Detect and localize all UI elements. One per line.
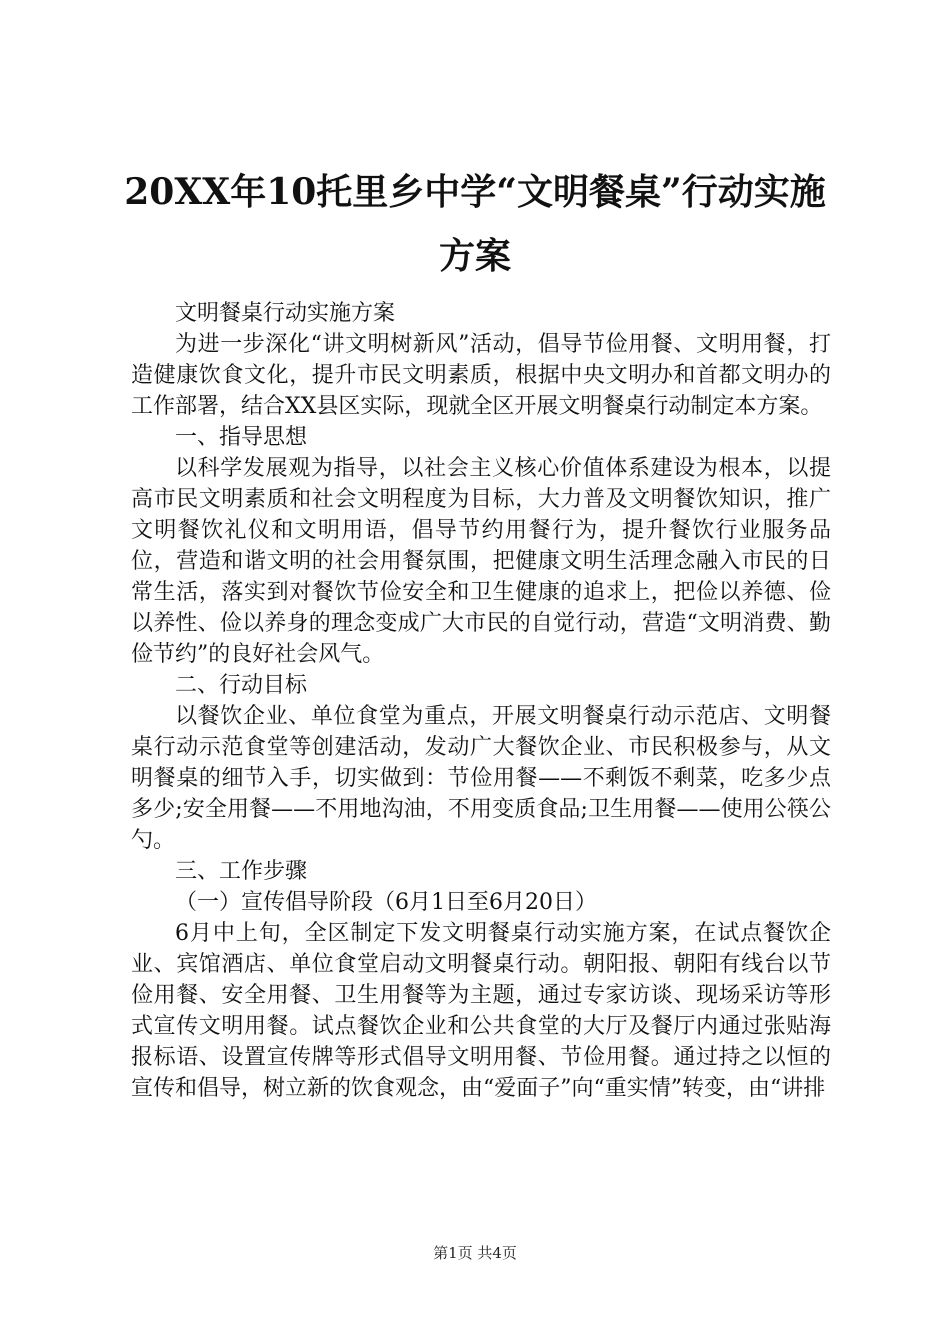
paragraph-goals: 以餐饮企业、单位食堂为重点，开展文明餐桌行动示范店、文明餐桌行动示范食堂等创建活动，发动广大餐饮企业、市民积极参与，从文明餐桌的细节入手，切实做到：节俭用餐——不剩饭不剩菜，吃多少点多少;安全用餐——不用地沟油，不用变质食品;卫生用餐——使用公筷公勺。 [131,704,831,853]
paragraph-guiding-thought: 以科学发展观为指导，以社会主义核心价值体系建设为根本，以提高市民文明素质和社会文明程度为目标，大力普及文明餐饮知识，推广文明餐饮礼仪和文明用语，倡导节约用餐行为，提升餐饮行业服务品位，营造和谐文明的社会用餐氛围，把健康文明生活理念融入市民的日常生活，落实到对餐饮节俭安全和卫生健康的追求上，把俭以养德、俭以养性、俭以养身的理念变成广大市民的自觉行动，营造“文明消费、勤俭节约”的良好社会风气。 [131,456,831,667]
document-title: 20XX年10托里乡中学“文明餐桌”行动实施方案 [124,171,826,277]
paragraph-subtitle: 文明餐桌行动实施方案 [175,301,396,326]
paragraph-intro: 为进一步深化“讲文明树新风”活动，倡导节俭用餐、文明用餐，打造健康饮食文化，提升市民文明素质，根据中央文明办和首都文明办的工作部署，结合XX县区实际，现就全区开展文明餐桌行动制定本方案。 [131,332,831,419]
section-heading-goals: 二、行动目标 [175,673,308,698]
subsection-heading-promotion: （一）宣传倡导阶段（6月1日至6月20日） [175,890,597,915]
section-heading-guiding-thought: 一、指导思想 [175,425,308,450]
paragraph-promotion: 6月中上旬，全区制定下发文明餐桌行动实施方案，在试点餐饮企业、宾馆酒店、单位食堂启动文明餐桌行动。朝阳报、朝阳有线台以节俭用餐、安全用餐、卫生用餐等为主题，通过专家访谈、现场采访等形式宣传文明用餐。试点餐饮企业和公共食堂的大厅及餐厅内通过张贴海报标语、设置宣传牌等形式倡导文明用餐、节俭用餐。通过持之以恒的宣传和倡导，树立新的饮食观念，由“爱面子”向“重实情”转变，由“讲排 [131,921,831,1101]
page-footer: 第1页 共4页 [433,1244,517,1262]
document-body [131,298,831,1104]
section-heading-steps: 三、工作步骤 [175,859,308,884]
